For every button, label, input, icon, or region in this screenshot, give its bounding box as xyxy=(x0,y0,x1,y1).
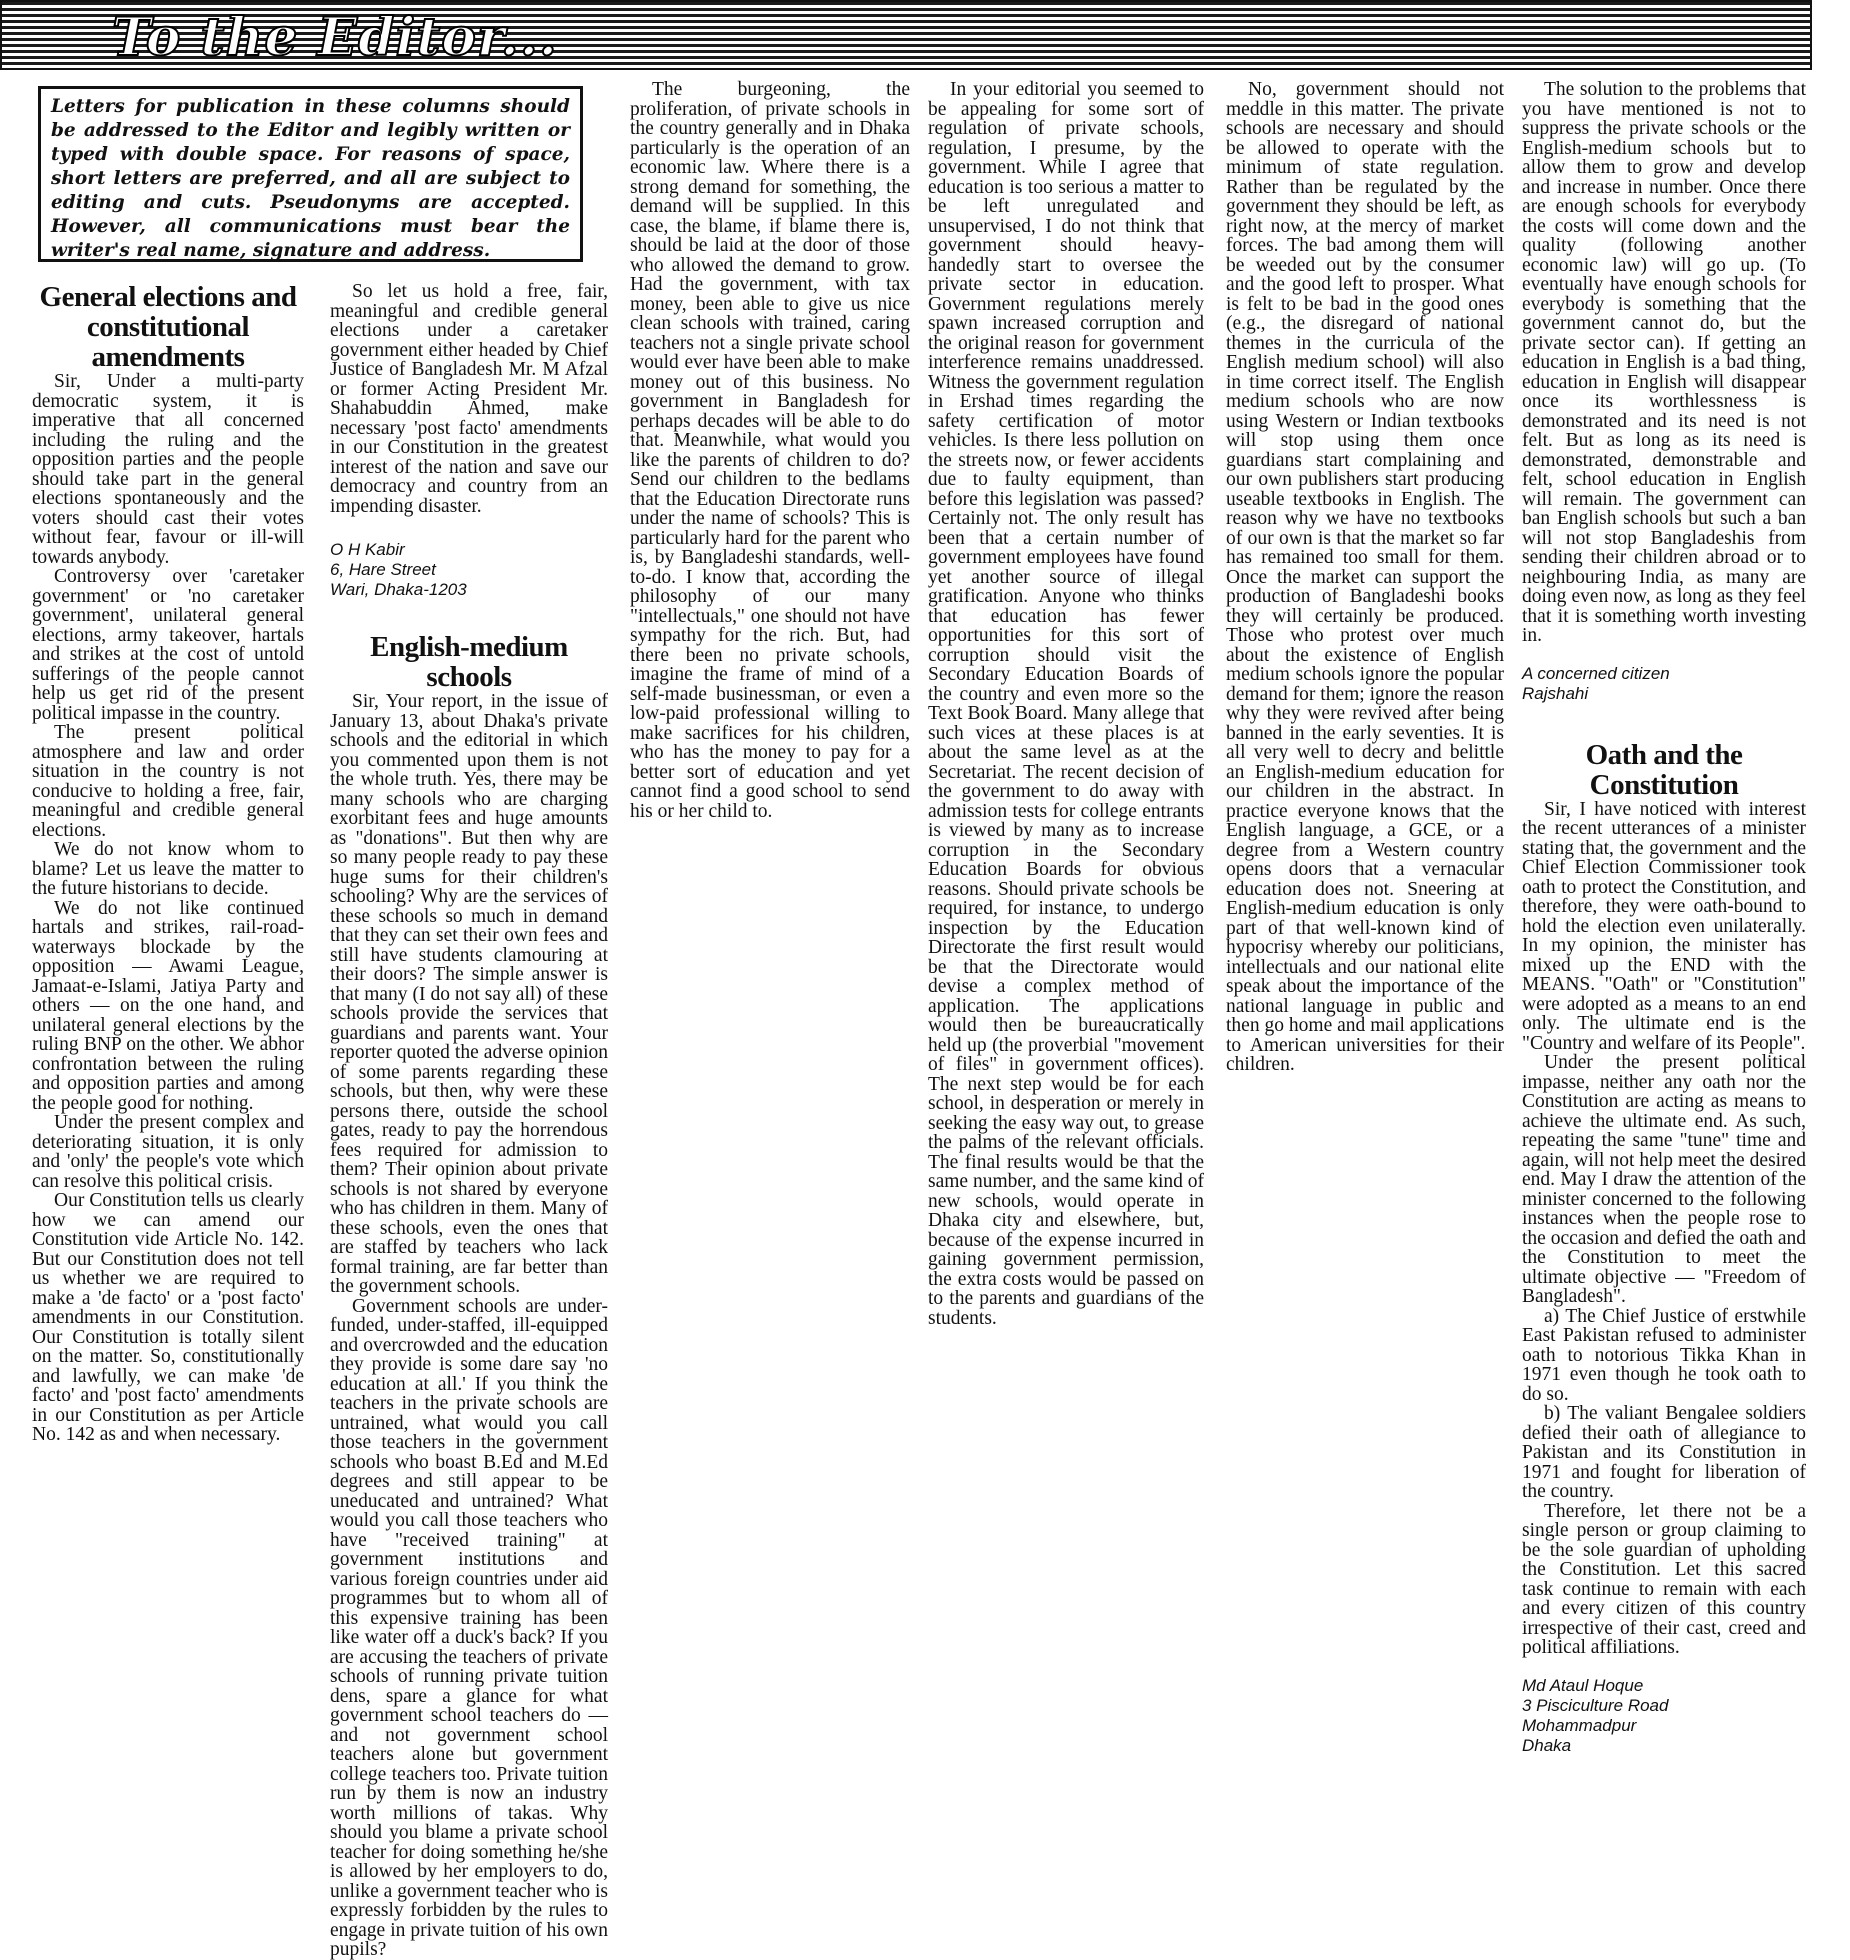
signature-name: O H Kabir xyxy=(330,540,405,559)
paragraph: Sir, Under a multi-party democratic system, it is imperative that all concerned including the ruling and the opposition parties and the people should take part in the general elections spontaneously and the voters should cast their votes without fear, favour or ill-will towards anybody. xyxy=(32,371,304,568)
signature-name: A concerned citizen xyxy=(1522,663,1670,683)
paragraph: In your editorial you seemed to be appealing for some sort of regulation of private schools, regulation, I presume, by the government. While I agree that education is too serious a matter to be left unregulated and unsupervised, I do not think that government should heavy-handedly start to oversee the private sector in education. Government regulations merely spawn increased corruption and the original reason for government interference remains unaddressed. Witness the government regulation in Ershad times regarding the safety certification of motor vehicles. Is there less pollution on the streets now, or fewer accidents due to faulty equipment, than before this legislation was passed? Certainly not. The only result has been that a certain number of government employees have found yet another source of illegal gratification. Anyone who thinks that education has fewer opportunities for this sort of corruption should visit the Secondary Education Boards of the country and even more so the Text Book Board. Many allege that such vices at these places is at about the same level as at the Secretariat. The recent decision of the government to do away with admission tests for college entrants is viewed by many as to increase corruption in the Secondary Education Boards for obvious reasons. Should private schools be required, for instance, to undergo inspection by the Education Directorate the first result would be that the Directorate would devise a complex method of application. The applications would then be bureaucratically held up (the proverbial "movement of files" in government offices). The next step would be for each school, in desperation or merely in seeking the easy way out, to grease the palms of the relevant officials. The final results would be that the same number, and the same kind of new schools, would operate in Dhaka city and elsewhere, but, because of the expense incurred in gaining government permission, the extra costs would be passed on to the parents and guardians of the students. xyxy=(928,79,1204,1329)
paragraph: b) The valiant Bengalee soldiers defied their oath of allegiance to Pakistan and its Constitution in 1971 and fought for liberation of the country. xyxy=(1522,1403,1806,1502)
paragraph: The burgeoning, the proliferation, of private schools in the country generally and in Dhaka particularly is the operation of an economic law. Where there is a strong demand for something, the demand will be supplied. In this case, the blame, if blame there is, should be laid at the door of those who allowed the demand to grow. Had the government, with tax money, been able to give us nice clean schools with trained, caring teachers not a single private school would ever have been able to make money out of this business. No government in Bangladesh for perhaps decades will be able to do that. Meanwhile, what would you like the parents of children to do? Send our children to the bedlams that the Education Directorate runs under the name of schools? This is particularly hard for the parent who is, by Bangladeshi standards, well-to-do. I know that, according the philosophy of our many "intellectuals," one should not have sympathy for the rich. But, had there been no private schools, imagine the frame of mind of a self-made businessman, or even a low-paid professional willing to make sacrifices for his children, who has the money to pay for a better sort of education and yet cannot find a good school to send his or her child to. xyxy=(630,79,910,822)
signature-address: 6, Hare Street xyxy=(330,560,436,579)
column-4 xyxy=(928,80,1204,1570)
paragraph: Therefore, let there not be a single person or group claiming to be the sole guardian of upholding the Constitution. Let this sacred task continue to remain with each and every citizen of this country irrespective of their cast, creed and political affiliations. xyxy=(1522,1500,1806,1658)
paragraph: Controversy over 'caretaker government' or 'no caretaker government', unilateral general elections, army takeover, hartals and strikes at the cost of untold sufferings of the people cannot help us get rid of the present political impasse in the country. xyxy=(32,566,304,724)
paragraph: No, government should not meddle in this matter. The private schools are necessary and should be allowed to operate with the minimum of state regulation. Rather than be regulated by the government they should be left, as right now, at the mercy of market forces. The bad among them will be weeded out by the consumer and the good left to prosper. What is felt to be bad in the good ones (e.g., the disregard of national themes in the curricula of the English medium school) will also in time correct itself. The English medium schools who are now using Western or Indian textbooks will stop using them once guardians start complaining and our own publishers start producing useable textbooks in English. The reason why we have no textbooks of our own is that the market so far has remained too small for them. Once the market can support the production of Bangladeshi books they will certainly be produced. Those who protest over much about the existence of English medium schools ignore the popular demand for them; ignore the reason why they were revived after being banned in the early seventies. It is all very well to decry and belittle an English-medium education for our children in the abstract. In practice everyone knows that the English language, a GCE, or a degree from a Western country opens doors that a vernacular education does not. Sneering at English-medium education is only part of that well-known kind of hypocrisy whereby our politicians, intellectuals and our national elite speak about the importance of the national language in public and then go home and mail applications to American universities for their children. xyxy=(1226,79,1504,1075)
paragraph: a) The Chief Justice of erstwhile East Pakistan refused to administer oath to notorious Tikka Khan in 1971 even though he took oath to do so. xyxy=(1522,1305,1806,1405)
paragraph: We do not like continued hartals and strikes, rail-road-waterways blockade by the opposition — Awami League, Jamaat-e-Islami, Jatiya Party and others — on the one hand, and unilateral general elections by the ruling BNP on the other. We abhor confrontation between the ruling and opposition parties and among the people good for nothing. xyxy=(32,897,304,1114)
paragraph: The solution to the problems that you have mentioned is not to suppress the private schools or the English-medium schools but to allow them to grow and develop and increase in number. Once there are enough schools for everybody the costs will come down and the quality (following another economic law) will go up. (To eventually have enough schools for everybody is something that the government cannot do, but the private sector can). If getting an education in English is a bad thing, education in English will disappear once its worthlessness is demonstrated and its need is not felt. But as long as its need is demonstrated, demonstrable and felt, school education in English will remain. The government can ban English schools but such a ban will not stop Bangladeshis from sending their children abroad or to neighbouring India, as many are doing even now, as long as they feel that it is something worth investing in. xyxy=(1522,79,1806,646)
headline-general-elections: General elections and constitutional amendments xyxy=(39,281,297,373)
paragraph: Under the present political impasse, neither any oath nor the Constitution are acting as means to achieve the ultimate end. As such, repeating the same "tune" time and again, will not help meet the desired end. May I draw the attention of the minister concerned to the following instances when the people rose to the occasion and defied the oath and the Constitution to meet the ultimate objective — "Freedom of Bangladesh". xyxy=(1522,1052,1806,1307)
paragraph: The present political atmosphere and law and order situation in the country is not conducive to holding a free, fair, meaningful and credible general elections. xyxy=(32,722,304,841)
headline-english-medium: English-medium schools xyxy=(370,631,568,693)
submission-notice: Letters for publication in these columns should be addressed to the Editor and legibly written or typed with double space. For reasons of space, short letters are preferred, and all are subject to editing and cuts. Pseudonyms are accepted. However, all communications must bear the writer's real name, signature and address. xyxy=(38,86,583,262)
column-3 xyxy=(630,80,910,1570)
signature-area: Mohammadpur xyxy=(1522,1715,1637,1735)
signature-city: Dhaka xyxy=(1522,1735,1572,1755)
column-6 xyxy=(1522,79,1806,1755)
paragraph: So let us hold a free, fair, meaningful and credible general elections under a caretaker government either headed by Chief Justice of Bangladesh Mr. M Afzal or former Acting President Mr. Shahabuddin Ahmed, make necessary 'post facto' amendments in our Constitution in the greatest interest of the nation and save our democracy and country from an impending disaster. xyxy=(330,281,608,517)
column-2 xyxy=(330,281,608,1960)
headline-oath-constitution: Oath and the Constitution xyxy=(1585,738,1743,801)
column-5 xyxy=(1226,80,1504,1570)
signature-city: Rajshahi xyxy=(1522,683,1589,703)
section-banner xyxy=(0,0,1812,70)
signature-city: Wari, Dhaka-1203 xyxy=(330,580,467,599)
section-title: To the Editor... xyxy=(112,7,558,68)
column-1 xyxy=(32,282,304,1772)
signature-name: Md Ataul Hoque xyxy=(1522,1675,1644,1695)
paragraph: Under the present complex and deteriorating situation, it is only and 'only' the people's vote which can resolve this political crisis. xyxy=(32,1112,304,1192)
paragraph: We do not know whom to blame? Let us leave the matter to the future historians to decide. xyxy=(32,839,304,899)
paragraph: Sir, Your report, in the issue of January 13, about Dhaka's private schools and the editorial in which you commented upon them is not the whole truth. Yes, there may be many schools who are charging exorbitant fees and huge amounts as "donations". But then why are so many people ready to pay these huge sums for their children's schooling? Why are the services of these schools so much in demand that they can set their own fees and still have students clamouring at their doors? The simple answer is that many (I do not say all) of these schools provide the services that guardians and parents want. Your reporter quoted the adverse opinion of some parents regarding these schools, but then, why were these persons there, outside the school gates, ready to pay the horrendous fees required for admission to them? Their opinion about private schools is not shared by everyone who has children in them. Many of these schools, even the ones that are staffed by teachers who lack formal training, are far better than the government schools. xyxy=(330,691,608,1297)
paragraph: Sir, I have noticed with interest the recent utterances of a minister stating that, the government and the Chief Election Commissioner took oath to protect the Constitution, and therefore, they were oath-bound to hold the election even unilaterally. In my opinion, the minister has mixed up the END with the MEANS. "Oath" or "Constitution" were adopted as a means to an end only. The ultimate end is the "Country and welfare of its People". xyxy=(1522,798,1806,1054)
signature-address: 3 Pisciculture Road xyxy=(1522,1695,1669,1715)
paragraph: Government schools are under-funded, under-staffed, ill-equipped and overcrowded and the education they provide is some dare say 'no education at all.' If you think the teachers in the private schools are untrained, what would you call those teachers in the government schools who boast B.Ed and M.Ed degrees and still appear to be uneducated and untrained? What would you call those teachers who have "received training" at government institutions and various foreign countries under aid programmes but to whom all of this expensive training has been like water off a duck's back? If you are accusing the teachers of private schools of running private tuition dens, spare a glance for what government school teachers do — and not government school teachers alone but government college teachers too. Private tuition run by them is now an industry worth millions of takas. Why should you blame a private school teacher for doing something he/she is allowed by her employers to do, unlike a government teacher who is expressly forbidden by the rules to engage in private tuition of his own pupils? xyxy=(330,1295,608,1960)
paragraph: Our Constitution tells us clearly how we can amend our Constitution vide Article No. 142. But our Constitution does not tell us whether we are required to make a 'de facto' or a 'post facto' amendments in our Constitution. Our Constitution is totally silent on the matter. So, constitutionally and lawfully, we can make 'de facto' and 'post facto' amendments in our Constitution as per Article No. 142 as and when necessary. xyxy=(32,1190,304,1445)
